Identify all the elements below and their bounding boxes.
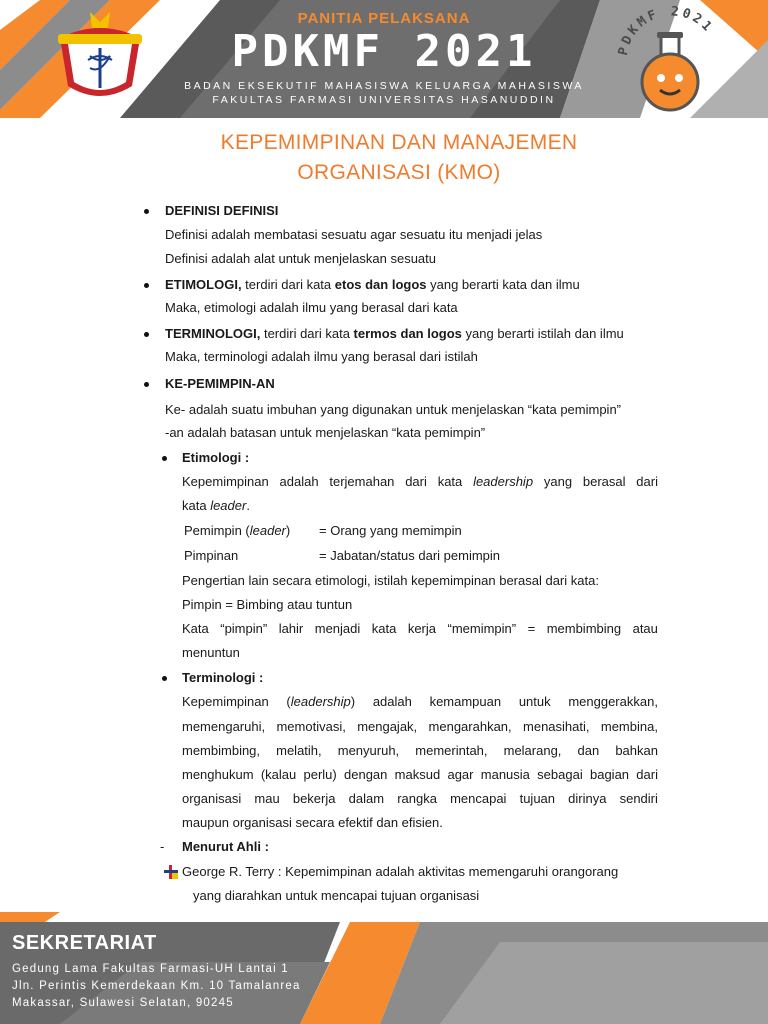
word: berasal <box>582 474 626 489</box>
word: Kepemimpinan <box>182 474 269 489</box>
page-header <box>0 0 768 118</box>
etimologi-definition: ETIMOLOGI, terdiri dari kata etos dan logos yang berarti kata dan ilmu <box>165 277 580 292</box>
etimologi-conclusion: Maka, etimologi adalah ilmu yang berasal dari kata <box>165 300 458 315</box>
word: bahkan <box>615 743 658 758</box>
word: rangka <box>397 791 437 806</box>
etimologi-paragraph-line-1 <box>182 474 658 489</box>
bullet-icon <box>162 676 167 681</box>
flask-logo <box>615 6 725 116</box>
etimologi-paragraph-2: Pengertian lain secara etimologi, istilah kepemimpinan berasal dari kata: <box>182 573 599 588</box>
word: yang <box>543 474 573 489</box>
section-heading-kepemimpinan: KE-PEMIMPIN-AN <box>165 376 275 391</box>
word: dari <box>405 474 427 489</box>
etimologi-paragraph-4-line-1 <box>182 621 658 636</box>
word: menyuruh, <box>337 743 400 758</box>
word: memerintah, <box>415 743 488 758</box>
committee-label: PANITIA PELAKSANA <box>297 10 471 27</box>
word: bekerja <box>292 791 336 806</box>
terminologi-line-2 <box>182 719 658 734</box>
word: melatih, <box>276 743 322 758</box>
word: kata <box>371 621 397 636</box>
word: terjemahan <box>329 474 395 489</box>
word: menasihati, <box>523 719 590 734</box>
etimologi-paragraph-line-2: kata leader. <box>182 498 250 513</box>
word: dengan <box>344 767 388 782</box>
definisi-line-1: Definisi adalah membatasi sesuatu agar sesuatu itu menjadi jelas <box>165 227 543 242</box>
bullet-icon <box>144 209 149 214</box>
section-heading-definisi: DEFINISI DEFINISI <box>165 203 279 218</box>
word: dari <box>636 474 658 489</box>
etimologi-paragraph-3: Pimpin = Bimbing atau tuntun <box>182 597 353 612</box>
word: Kata <box>182 621 209 636</box>
word: sebagai <box>537 767 583 782</box>
word: memengaruhi, <box>182 719 266 734</box>
word: manusia <box>480 767 530 782</box>
document-title-line-2: ORGANISASI (KMO) <box>297 161 501 184</box>
terminologi-line-1 <box>182 694 658 709</box>
word: kemampuan <box>429 694 502 709</box>
dash-marker: - <box>160 839 165 854</box>
definisi-line-2: Definisi adalah alat untuk menjelaskan sesuatu <box>165 251 437 266</box>
event-title: PDKMF 2021 <box>231 26 537 77</box>
bullet-icon <box>144 382 149 387</box>
word: perlu) <box>303 767 337 782</box>
word: mengajak, <box>357 719 418 734</box>
word: untuk <box>518 694 551 709</box>
word: maksud <box>394 767 441 782</box>
list-marker-icon <box>164 865 178 879</box>
word: = <box>527 621 536 636</box>
subheading-terminologi: Terminologi : <box>182 670 264 685</box>
kepemimpinan-line-2: -an adalah batasan untuk menjelaskan “kata pemimpin” <box>165 425 486 440</box>
footer-heading: SEKRETARIAT <box>12 932 157 954</box>
word: melarang, <box>503 743 562 758</box>
word: menghukum <box>182 767 254 782</box>
terminologi-line-5 <box>182 791 658 806</box>
word: adalah <box>279 474 319 489</box>
word: (leadership) <box>286 694 356 709</box>
word: leadership <box>473 474 534 489</box>
etimologi-paragraph-4-line-2: menuntun <box>182 645 240 660</box>
word: kata <box>437 474 463 489</box>
word: membimbing <box>546 621 622 636</box>
word: “pimpin” <box>220 621 268 636</box>
pimpinan-value: = Jabatan/status dari pemimpin <box>319 548 501 563</box>
word: agar <box>447 767 474 782</box>
ahli-quote-line-1: George R. Terry : Kepemimpinan adalah aktivitas memengaruhi orangorang <box>182 864 619 879</box>
word: membimbing, <box>182 743 261 758</box>
word: organisasi <box>182 791 242 806</box>
word: mengarahkan, <box>428 719 512 734</box>
word: dari <box>636 767 658 782</box>
word: dan <box>577 743 600 758</box>
word: mau <box>254 791 280 806</box>
organizer-line-1: BADAN EKSEKUTIF MAHASISWA KELUARGA MAHASISWA <box>184 80 584 92</box>
word: dalam <box>348 791 385 806</box>
terminologi-conclusion: Maka, terminologi adalah ilmu yang berasal dari istilah <box>165 349 478 364</box>
document-title-line-1: KEPEMIMPINAN DAN MANAJEMEN <box>220 131 578 154</box>
footer-address-line-2: Jln. Perintis Kemerdekaan Km. 10 Tamalanrea <box>12 980 301 992</box>
word: bagian <box>589 767 630 782</box>
word: atau <box>632 621 658 636</box>
terminologi-definition: TERMINOLOGI, terdiri dari kata termos dan logos yang berarti istilah dan ilmu <box>165 326 624 341</box>
terminologi-line-3 <box>182 743 658 758</box>
footer-address-line-3: Makassar, Sulawesi Selatan, 90245 <box>12 997 234 1009</box>
word: “memimpin” <box>447 621 517 636</box>
organizer-line-2: FAKULTAS FARMASI UNIVERSITAS HASANUDDIN <box>212 94 556 106</box>
word: sendiri <box>619 791 658 806</box>
word: kerja <box>407 621 437 636</box>
word: menjadi <box>314 621 361 636</box>
pemimpin-label: Pemimpin (leader) <box>184 523 291 538</box>
word: adalah <box>372 694 412 709</box>
terminologi-line-6: maupun organisasi secara efektif dan efisien. <box>182 815 443 830</box>
kepemimpinan-line-1: Ke- adalah suatu imbuhan yang digunakan untuk menjelaskan “kata pemimpin” <box>165 402 622 417</box>
pimpinan-label: Pimpinan <box>184 548 239 563</box>
document-title <box>0 128 768 188</box>
terminologi-line-4 <box>182 767 658 782</box>
bullet-icon <box>162 456 167 461</box>
bullet-icon <box>144 283 149 288</box>
bullet-icon <box>144 332 149 337</box>
word: dirinya <box>568 791 607 806</box>
word: Kepemimpinan <box>182 694 269 709</box>
ahli-quote-line-2: yang diarahkan untuk mencapai tujuan organisasi <box>193 888 480 903</box>
word: membina, <box>600 719 658 734</box>
word: (kalau <box>260 767 297 782</box>
page-footer <box>0 912 768 1024</box>
footer-address-line-1: Gedung Lama Fakultas Farmasi-UH Lantai 1 <box>12 963 289 975</box>
pemimpin-value: = Orang yang memimpin <box>319 523 462 538</box>
word: tujuan <box>519 791 556 806</box>
subheading-etimologi: Etimologi : <box>182 450 250 465</box>
flask-logo-text: PDKMF 2021 <box>615 6 717 57</box>
word: lahir <box>278 621 304 636</box>
word: mencapai <box>450 791 507 806</box>
word: memotivasi, <box>276 719 346 734</box>
subheading-menurut-ahli: Menurut Ahli : <box>182 839 269 854</box>
word: menggerakkan, <box>568 694 658 709</box>
